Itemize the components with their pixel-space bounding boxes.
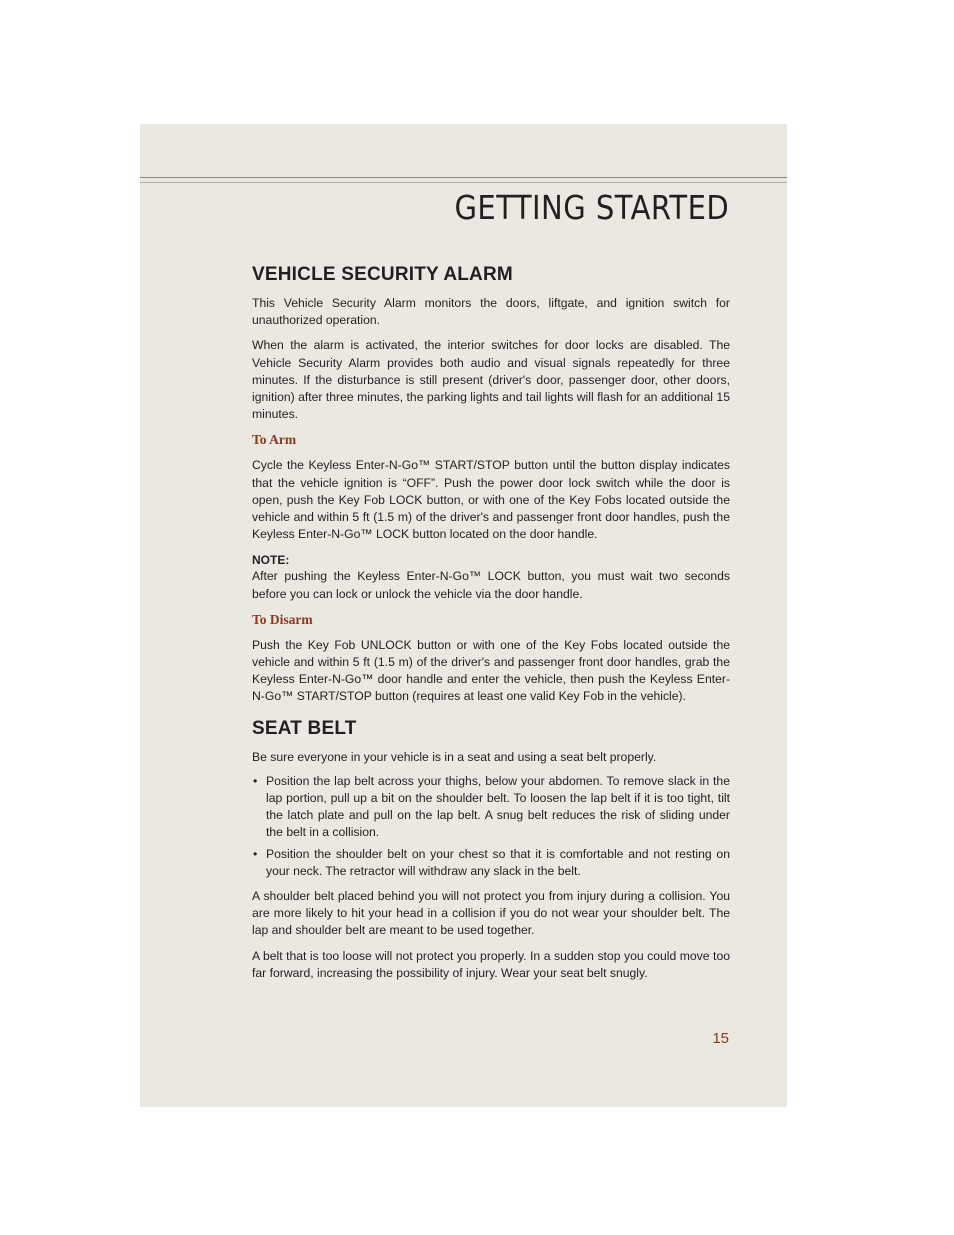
list-item	[252, 846, 730, 880]
page-number: 15	[712, 1030, 729, 1047]
header-rule-top	[140, 177, 787, 178]
note-label: NOTE:	[252, 553, 290, 568]
alarm-paragraph-1: This Vehicle Security Alarm monitors the doors, liftgate, and ignition switch for unauthorized operation.	[252, 296, 730, 328]
seat-belt-intro: Be sure everyone in your vehicle is in a seat and using a seat belt properly.	[252, 749, 657, 764]
seat-belt-heading: SEAT BELT	[252, 717, 357, 739]
list-item-text: Position the shoulder belt on your chest so that it is comfortable and not resting on your neck. The retractor will withdraw any slack in the belt.	[266, 846, 730, 878]
seat-belt-paragraph-2: A belt that is too loose will not protect you properly. In a sudden stop you could move too far forward, increasing the possibility of injury. Wear your seat belt snugly.	[252, 948, 730, 980]
to-arm-paragraph: Cycle the Keyless Enter-N-Go™ START/STOP button until the button display indicates that the vehicle ignition is “OFF”. Push the power door lock switch while the door is open, push the Key Fob LOCK button, or with one of the Key Fobs located outside the vehicle and within 5 ft (1.5 m) of the driver's and passenger front door handles, push the Keyless Enter-N-Go™ LOCK button located on the door handle.	[252, 458, 730, 542]
bullet-icon: •	[253, 846, 258, 861]
header-rule-bottom	[140, 182, 787, 183]
to-arm-heading: To Arm	[252, 432, 297, 448]
list-item	[252, 773, 730, 842]
seat-belt-paragraph-1: A shoulder belt placed behind you will not protect you from injury during a collision. You are more likely to hit your head in a collision if you do not wear your shoulder belt. The lap and shoulder belt are meant to be used together.	[252, 889, 730, 938]
manual-page	[140, 124, 787, 1107]
list-item-text: Position the lap belt across your thighs, below your abdomen. To remove slack in the lap portion, pull up a bit on the shoulder belt. To loosen the lap belt if it is too tight, tilt the latch plate and pull on the lap belt. A snug belt reduces the risk of sliding under the belt in a collision.	[266, 773, 730, 840]
alarm-paragraph-2: When the alarm is activated, the interior switches for door locks are disabled. The Vehicle Security Alarm provides both audio and visual signals repeatedly for three minutes. If the disturbance is still present (driver's door, passenger door, other doors, ignition) after three minutes, the parking lights and tail lights will flash for an additional 15 minutes.	[252, 338, 730, 422]
bullet-icon: •	[253, 773, 258, 788]
chapter-title: GETTING STARTED	[454, 188, 729, 227]
to-disarm-paragraph: Push the Key Fob UNLOCK button or with one of the Key Fobs located outside the vehicle and within 5 ft (1.5 m) of the driver's and passenger front door handles, grab the Keyless Enter-N-Go™ door handle and enter the vehicle, then push the Keyless Enter-N-Go™ START/STOP button (requires at least one valid Key Fob in the vehicle).	[252, 637, 730, 704]
note-paragraph: After pushing the Keyless Enter-N-Go™ LOCK button, you must wait two seconds before you can lock or unlock the vehicle via the door handle.	[252, 569, 730, 601]
to-disarm-heading: To Disarm	[252, 611, 313, 627]
vehicle-security-alarm-heading: VEHICLE SECURITY ALARM	[252, 264, 513, 285]
page-content	[252, 264, 730, 982]
seat-belt-bullet-list	[252, 773, 730, 880]
